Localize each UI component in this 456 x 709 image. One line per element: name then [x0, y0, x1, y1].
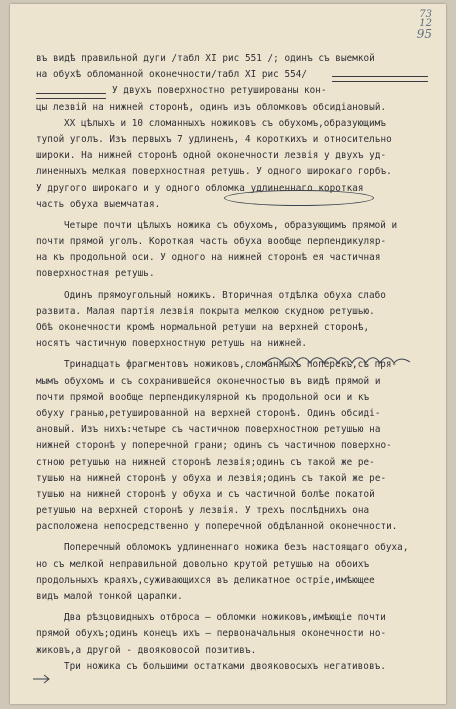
text-line: Четыре почти цѣлыхъ ножика съ обухомъ, образующимъ прямой и: [64, 219, 398, 231]
text-line: У двухъ поверхностно ретушированы кон-: [112, 85, 327, 97]
text-line: почти прямой уголъ. Короткая часть обуха вообще перпендикуляр-: [36, 236, 387, 248]
text-line: жиковъ,а другой - двояковосой позитивъ.: [36, 644, 257, 656]
text-line: видъ малой тонкой царапки.: [36, 591, 183, 602]
text-line: Два рѣзцовидныхъ отброса — обломки ножиковъ,имѣющіе почти: [64, 612, 386, 624]
text-line: линенныхъ мелкая поверхностная ретушь. У одного широкаго горбъ.: [36, 166, 392, 178]
text-line: но съ мелкой неправильной довольно крутой ретушью на обоихъ: [36, 558, 370, 570]
text-line: мымъ обухомъ и съ сохранившейся оконечностью въ видѣ прямой и: [36, 375, 381, 387]
text-line: развита. Малая партія лезвія покрыта мелкою скудною ретушью.: [36, 305, 375, 317]
page-number-top: 73: [419, 9, 432, 20]
text-line: широки. На нижней сторонѣ одной оконечности лезвія у двухъ уд-: [36, 150, 387, 162]
text-line: цы лезвій на нижней сторонѣ, одинъ изъ обломковъ обсидіановый.: [36, 101, 387, 113]
text-line: почти прямой вообще перпендикулярной къ продольной оси и къ: [36, 391, 370, 403]
text-line: на обухѣ обломанной оконечности/табл XI рис 554/: [36, 69, 308, 81]
text-line: У другого широкаго и у одного обломка удлиненнаго короткая: [36, 182, 364, 194]
text-line: тушью на нижней сторонѣ у обуха и лезвія;одинъ съ такой же ре-: [36, 472, 387, 484]
strikethrough-mark: [332, 76, 428, 82]
text-line: Обѣ оконечности кромѣ нормальной ретуши на верхней сторонѣ,: [36, 322, 370, 333]
text-line: Три ножика съ большими остатками двояковосыхъ негативовъ.: [64, 660, 386, 672]
text-line: часть обуха выемчатая.: [36, 198, 161, 210]
text-line: ановый. Изъ нихъ:четыре съ частичною поверхностною ретушью на: [36, 424, 381, 436]
text-line: стною ретушью на нижней сторонѣ лезвія;одинъ съ такой же ре-: [36, 456, 375, 468]
text-line: обуху гранью,ретушированной на верхней сторонѣ. Одинъ обсиді-: [36, 407, 381, 419]
text-line: прямой обухъ;одинъ конецъ ихъ — первоначальныя оконечности но-: [36, 628, 387, 640]
text-line: носятъ частичную поверхностную ретушь на нижней.: [36, 338, 308, 350]
text-line: XX цѣлыхъ и 10 сломанныхъ ножиковъ съ обухомъ,образующимъ: [64, 117, 386, 129]
text-line: нижней сторонѣ у поперечной грани; одинъ съ частичною поверхно-: [36, 440, 392, 452]
page-number-mid: 12: [419, 18, 432, 29]
handwritten-annotation: [262, 354, 412, 368]
text-line: ретушью на верхней сторонѣ у лезвія. У трехъ послѣднихъ она: [36, 505, 370, 517]
text-line: поверхностная ретушь.: [36, 268, 155, 280]
text-line: Поперечный обломокъ удлиненнаго ножика безъ настоящаго обуха,: [64, 542, 409, 554]
text-line: тупой уголъ. Изъ первыхъ 7 удлиненъ, 4 короткихъ и относительно: [36, 133, 392, 145]
text-line: Тринадцать фрагментовъ ножиковъ,сломанныхъ поперекъ,съ пря-: [64, 359, 398, 371]
text-line: въ видѣ правильной дуги /табл XI рис 551 /; одинъ съ выемкой: [36, 53, 375, 64]
handwritten-oval: [224, 190, 374, 206]
text-line: тушью на нижней сторонѣ у обуха и съ частичной болѣе покатой: [36, 488, 375, 500]
page-number-bottom: 95: [416, 27, 432, 41]
arrow-icon: [32, 674, 52, 684]
text-line: на къ продольной оси. У одного на нижней сторонѣ ея частичная: [36, 252, 381, 264]
page-number: [417, 10, 432, 39]
strikethrough-mark: [36, 93, 106, 99]
text-line: Одинъ прямоугольный ножикъ. Вторичная отдѣлка обуха слабо: [64, 289, 386, 301]
text-line: расположена непосредственно у поперечной обдѣланной оконечности.: [36, 521, 398, 533]
document-page: [10, 4, 446, 704]
text-line: продольныхъ краяхъ,суживающихся въ деликатное остріе,имѣющее: [36, 574, 375, 586]
